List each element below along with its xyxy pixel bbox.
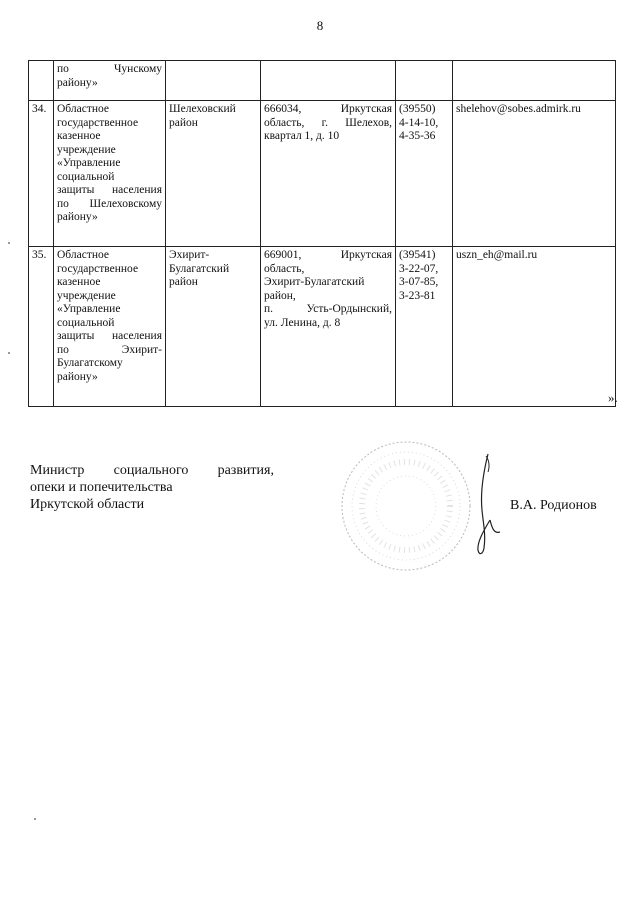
table-row — [29, 247, 616, 407]
row-number-cell: 34. — [29, 101, 54, 247]
phone-cell — [396, 61, 453, 101]
institution-name-cell: Областное государственное казенное учреждение «Управление социальной защиты населения по Эхирит- Булагатскому району» — [54, 247, 166, 407]
official-seal-stamp — [338, 438, 474, 574]
district-cell: Эхирит- Булагатский район — [166, 247, 261, 407]
address-cell — [261, 61, 396, 101]
margin-speck — [8, 352, 10, 354]
district-cell: Шелеховский район — [166, 101, 261, 247]
row-number-cell: 35. — [29, 247, 54, 407]
table-row — [29, 101, 616, 247]
phone-cell: (39550) 4-14-10, 4-35-36 — [396, 101, 453, 247]
email-cell — [453, 61, 616, 101]
address-cell: 669001, Иркутская область, Эхирит-Булагатский район, п. Усть-Ордынский, ул. Ленина, д. 8 — [261, 247, 396, 407]
margin-speck — [34, 818, 36, 820]
signer-name: В.А. Родионов — [510, 498, 597, 513]
institution-name-cell: по Чунскому району» — [54, 61, 166, 101]
closing-quote-mark: ». — [608, 390, 618, 405]
district-cell — [166, 61, 261, 101]
institution-name-cell: Областное государственное казенное учреждение «Управление социальной защиты населения по Шелеховскому району» — [54, 101, 166, 247]
email-cell: uszn_eh@mail.ru — [453, 247, 616, 407]
signatory-title: Министр социального развития, опеки и попечительства Иркутской области — [30, 463, 274, 512]
margin-speck — [8, 242, 10, 244]
table-row — [29, 61, 616, 101]
handwritten-signature — [470, 450, 510, 560]
institutions-table — [28, 60, 616, 407]
page-number: 8 — [316, 18, 324, 33]
address-cell: 666034, Иркутская область, г. Шелехов, квартал 1, д. 10 — [261, 101, 396, 247]
email-cell: shelehov@sobes.admirk.ru — [453, 101, 616, 247]
phone-cell: (39541) 3-22-07, 3-07-85, 3-23-81 — [396, 247, 453, 407]
row-number-cell — [29, 61, 54, 101]
